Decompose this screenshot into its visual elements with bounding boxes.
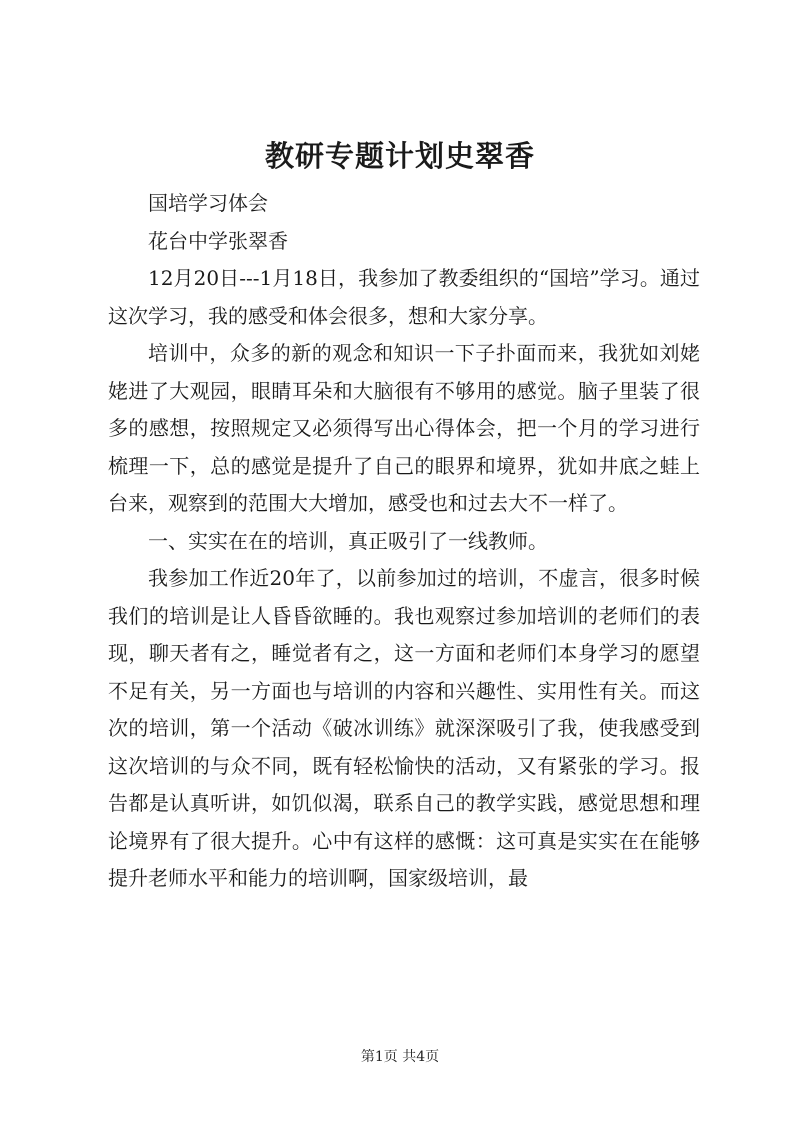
paragraph: 我参加工作近20年了，以前参加过的培训，不虚言，很多时候我们的培训是让人昏昏欲睡的。我也观察过参加培训的老师们的表现，聊天者有之，睡觉者有之，这一方面和老师们本身学习的愿望不足有关，另一方面也与培训的内容和兴趣性、实用性有关。而这次的培训，第一个活动《破冰训练》就深深吸引了我，使我感受到这次培训的与众不同，既有轻松愉快的活动，又有紧张的学习。报告都是认真听讲，如饥似渴，联系自己的教学实践，感觉思想和理论境界有了很大提升。心中有这样的感慨：这可真是实实在在能够提升老师水平和能力的培训啊，国家级培训，最: [108, 566, 700, 890]
paragraph: 培训中，众多的新的观念和知识一下子扑面而来，我犹如刘姥姥进了大观园，眼睛耳朵和大脑很有不够用的感觉。脑子里装了很多的感想，按照规定又必须得写出心得体会，把一个月的学习进行梳理一下，总的感觉是提升了自己的眼界和境界，犹如井底之蛙上台来，观察到的范围大大增加，感受也和过去大不一样了。: [108, 341, 700, 515]
document-title: 教研专题计划史翠香: [264, 139, 535, 173]
section-heading: 一、实实在在的培训，真正吸引了一线教师。: [148, 528, 548, 553]
paragraph: 12月20日---1月18日，我参加了教委组织的“国培”学习。通过这次学习，我的感受和体会很多，想和大家分享。: [108, 266, 700, 328]
paragraph-author: 花台中学张翠香: [148, 228, 288, 253]
document-body: [108, 185, 700, 898]
page-footer: 第1页 共4页: [360, 1049, 440, 1065]
paragraph-subtitle: 国培学习体会: [148, 191, 268, 215]
